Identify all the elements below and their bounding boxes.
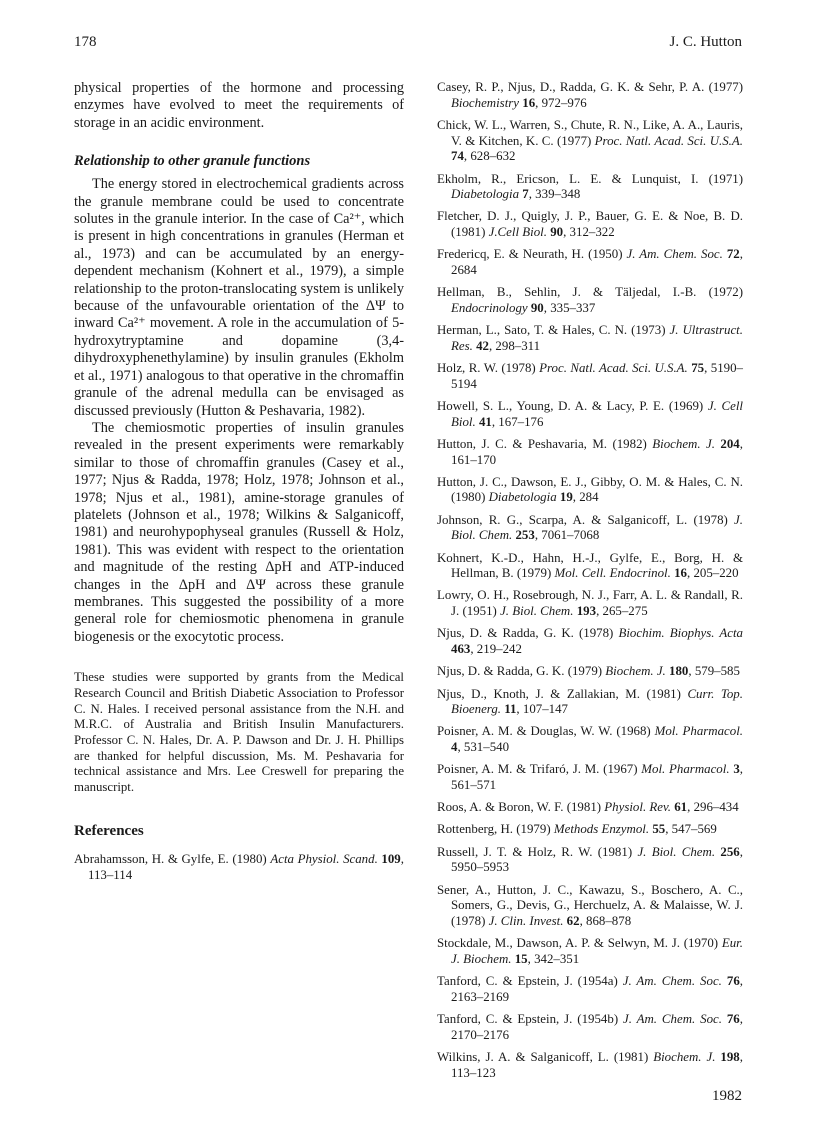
reference-authors: Herman, L., Sato, T. & Hales, C. N. (1973)	[437, 323, 666, 338]
reference-list-right	[437, 80, 743, 1081]
reference-journal: J. Am. Chem. Soc.	[622, 974, 722, 989]
reference-volume: 41	[478, 414, 492, 429]
reference-volume: 75	[691, 361, 705, 376]
reference-pages: 312–322	[569, 225, 615, 240]
reference-entry: Lowry, O. H., Rosebrough, N. J., Farr, A. L. & Randall, R. J. (1951) J. Biol. Chem. 193, 265–275	[437, 588, 743, 619]
reference-pages: 205–220	[693, 566, 739, 581]
reference-entry: Tanford, C. & Epstein, J. (1954a) J. Am. Chem. Soc. 76, 2163–2169	[437, 974, 744, 1004]
body-paragraph-1: The energy stored in electrochemical gradients across the granule membrane could be used to concentrate solutes in the granule interior. In the case of Ca²⁺, which is present in high concentrations in granules (Herman et al., 1973) and can be accumulated by an energy-dependent mechanism (Kohnert et al., 1979), a simple relationship to the proton-translocating system is unlikely because of the unfavourable orientation of the ΔΨ to inward Ca²⁺ movement. A role in the accumulation of 5-hydroxytryptamine and dopamine (3,4-dihydroxyphenethylamine) by insulin granules (Ekholm et al., 1971) analogous to that operative in the chromaffin granule of the adrenal medulla can be envisaged as discussed previously (Hutton & Peshavaria, 1982).	[74, 176, 404, 419]
reference-journal: Eur. J. Biochem.	[451, 936, 743, 966]
reference-pages: 265–275	[602, 604, 648, 619]
reference-journal: Physiol. Rev.	[604, 800, 671, 815]
reference-authors: Tanford, C. & Epstein, J. (1954b)	[437, 1011, 619, 1026]
reference-authors: Stockdale, M., Dawson, A. P. & Selwyn, M. J. (1970)	[437, 936, 719, 951]
reference-entry: Njus, D., Knoth, J. & Zallakian, M. (1981) Curr. Top. Bioenerg. 11, 107–147	[437, 686, 743, 717]
reference-volume: 256	[720, 844, 740, 859]
reference-authors: Sener, A., Hutton, J. C., Kawazu, S., Boschero, A. C., Somers, G., Devis, G., Herchuelz, A. & Malaisse, W. J. (1978)	[437, 882, 743, 928]
reference-authors: Johnson, R. G., Scarpa, A. & Salganicoff, L. (1978)	[437, 512, 728, 527]
reference-entry: Russell, J. T. & Holz, R. W. (1981) J. Biol. Chem. 256, 5950–5953	[437, 844, 743, 875]
reference-authors: Lowry, O. H., Rosebrough, N. J., Farr, A. L. & Randall, R. J. (1951)	[437, 588, 743, 619]
reference-journal: Acta Physiol. Scand.	[270, 851, 378, 866]
reference-volume: 4	[451, 740, 458, 755]
reference-authors: Kohnert, K.-D., Hahn, H.-J., Gylfe, E., Borg, H. & Hellman, B. (1979)	[437, 550, 743, 581]
reference-entry: Casey, R. P., Njus, D., Radda, G. K. & Sehr, P. A. (1977) Biochemistry 16, 972–976	[437, 80, 743, 110]
reference-journal: Diabetologia	[488, 490, 557, 505]
reference-authors: Abrahamsson, H. & Gylfe, E. (1980)	[74, 851, 267, 866]
reference-authors: Njus, D., Knoth, J. & Zallakian, M. (1981)	[437, 686, 681, 701]
reference-pages: 339–348	[535, 187, 581, 202]
reference-entry: Herman, L., Sato, T. & Hales, C. N. (1973) J. Ultrastruct. Res. 42, 298–311	[437, 323, 743, 353]
reference-entry: Sener, A., Hutton, J. C., Kawazu, S., Boschero, A. C., Somers, G., Devis, G., Herchuelz, A. & Malaisse, W. J. (1978) J. Clin. Invest. 62, 868–878	[437, 882, 743, 928]
running-head: J. C. Hutton	[669, 34, 742, 50]
reference-pages: 5190–5194	[451, 361, 743, 391]
section-heading: Relationship to other granule functions	[74, 153, 311, 170]
reference-journal: Mol. Pharmacol.	[641, 762, 730, 777]
reference-entry: Ekholm, R., Ericson, L. E. & Lunquist, I. (1971) Diabetologia 7, 339–348	[437, 171, 743, 202]
reference-entry: Rottenberg, H. (1979) Methods Enzymol. 55, 547–569	[437, 822, 717, 837]
reference-authors: Poisner, A. M. & Trifaró, J. M. (1967)	[437, 762, 638, 777]
reference-entry: Hellman, B., Sehlin, J. & Täljedal, I.-B. (1972) Endocrinology 90, 335–337	[437, 285, 743, 315]
reference-journal: Biochem. J.	[652, 436, 715, 451]
reference-pages: 547–569	[671, 822, 717, 837]
reference-journal: Biochem. J.	[653, 1049, 716, 1064]
reference-entry: Abrahamsson, H. & Gylfe, E. (1980) Acta Physiol. Scand. 109, 113–114	[74, 851, 404, 882]
reference-entry: Roos, A. & Boron, W. F. (1981) Physiol. Rev. 61, 296–434	[437, 800, 739, 815]
reference-volume: 55	[652, 822, 666, 837]
reference-volume: 463	[451, 642, 471, 657]
reference-entry: Howell, S. L., Young, D. A. & Lacy, P. E. (1969) J. Cell Biol. 41, 167–176	[437, 398, 743, 429]
reference-entry: Poisner, A. M. & Trifaró, J. M. (1967) Mol. Pharmacol. 3, 561–571	[437, 762, 743, 793]
reference-journal: J. Biol. Chem.	[500, 604, 574, 619]
reference-volume: 204	[720, 436, 740, 451]
reference-pages: 284	[579, 490, 599, 505]
reference-entry: Kohnert, K.-D., Hahn, H.-J., Gylfe, E., Borg, H. & Hellman, B. (1979) Mol. Cell. Endocrinol. 16, 205–220	[437, 550, 743, 581]
reference-journal: Biochim. Biophys. Acta	[618, 626, 743, 641]
reference-entry: Johnson, R. G., Scarpa, A. & Salganicoff, L. (1978) J. Biol. Chem. 253, 7061–7068	[437, 512, 743, 543]
reference-journal: Proc. Natl. Acad. Sci. U.S.A.	[539, 361, 688, 376]
reference-authors: Hellman, B., Sehlin, J. & Täljedal, I.-B. (1972)	[437, 285, 743, 300]
reference-journal: Biochemistry	[451, 95, 520, 110]
reference-volume: 7	[522, 187, 529, 202]
reference-volume: 16	[674, 566, 687, 581]
reference-authors: Tanford, C. & Epstein, J. (1954a)	[437, 974, 618, 989]
reference-entry: Tanford, C. & Epstein, J. (1954b) J. Am. Chem. Soc. 76, 2170–2176	[437, 1011, 743, 1042]
reference-volume: 76	[726, 1011, 740, 1026]
reference-volume: 90	[530, 300, 544, 315]
reference-volume: 42	[476, 338, 489, 353]
reference-volume: 11	[504, 702, 517, 717]
reference-pages: 298–311	[495, 338, 541, 353]
reference-entry: Stockdale, M., Dawson, A. P. & Selwyn, M. J. (1970) Eur. J. Biochem. 15, 342–351	[437, 936, 743, 966]
page-header	[74, 34, 742, 58]
reference-entry: Njus, D. & Radda, G. K. (1978) Biochim. Biophys. Acta 463, 219–242	[437, 626, 743, 657]
reference-journal: J.Cell Biol.	[488, 225, 547, 240]
reference-pages: 113–123	[451, 1065, 496, 1080]
reference-journal: J. Cell Biol.	[451, 398, 743, 429]
reference-journal: Mol. Cell. Endocrinol.	[554, 566, 671, 581]
reference-pages: 2163–2169	[451, 989, 510, 1004]
reference-journal: J. Biol. Chem.	[637, 844, 716, 859]
reference-entry: Njus, D. & Radda, G. K. (1979) Biochem. J. 180, 579–585	[437, 664, 740, 679]
reference-authors: Njus, D. & Radda, G. K. (1978)	[437, 626, 614, 641]
reference-journal: J. Clin. Invest.	[488, 913, 564, 928]
reference-volume: 62	[566, 913, 580, 928]
reference-pages: 296–434	[693, 800, 739, 815]
reference-pages: 2170–2176	[451, 1027, 510, 1042]
reference-authors: Poisner, A. M. & Douglas, W. W. (1968)	[437, 724, 651, 739]
reference-pages: 972–976	[541, 95, 587, 110]
reference-authors: Hutton, J. C. & Peshavaria, M. (1982)	[437, 436, 647, 451]
reference-volume: 109	[381, 851, 401, 866]
reference-authors: Holz, R. W. (1978)	[437, 361, 536, 376]
reference-authors: Njus, D. & Radda, G. K. (1979)	[437, 664, 603, 679]
reference-journal: Methods Enzymol.	[553, 822, 650, 837]
reference-volume: 198	[720, 1049, 740, 1064]
reference-authors: Hutton, J. C., Dawson, E. J., Gibby, O. M. & Hales, C. N. (1980)	[437, 474, 743, 505]
reference-volume: 76	[726, 974, 740, 989]
reference-volume: 72	[726, 247, 740, 262]
reference-pages: 107–147	[522, 702, 568, 717]
reference-pages: 561–571	[451, 778, 497, 793]
reference-volume: 193	[576, 604, 597, 619]
reference-journal: Diabetologia	[451, 187, 520, 202]
reference-pages: 579–585	[694, 664, 740, 679]
reference-journal: Mol. Pharmacol.	[654, 724, 744, 739]
reference-volume: 19	[559, 490, 573, 505]
reference-volume: 180	[669, 664, 689, 679]
acknowledgements: These studies were supported by grants from the Medical Research Council and British Diabetic Association to Professor C. N. Hales. I received personal assistance from the N.H. and M.R.C. of Australia and British Insulin Manufacturers. Professor C. N. Hales, Dr. A. P. Dawson and Dr. J. H. Phillips are thanked for helpful discussion, Ms. M. Peshavaria for technical assistance and Mrs. Lee Creswell for preparing the manuscript.	[74, 670, 404, 795]
reference-journal: J. Ultrastruct. Res.	[451, 323, 743, 353]
body-paragraph-2: The chemiosmotic properties of insulin granules revealed in the present experiments were remarkably similar to those of chromaffin granules (Casey et al., 1977; Njus & Radda, 1978; Holz, 1978; Johnson et al., 1978; Njus et al., 1981), amine-storage granules of platelets (Johnson et al., 1978; Wilkins & Salganicoff, 1981) and neurohypophyseal granules (Russell & Holz, 1981). This was evident with respect to the orientation and magnitude of the resting ΔpH and ATP-induced changes in the ΔpH and ΔΨ across these granule membranes. This suggested the possibility of a more general role for chemiosmotic phenomena in granule biogenesis or the exocytotic process.	[74, 419, 404, 645]
reference-pages: 628–632	[470, 149, 516, 164]
reference-volume: 61	[674, 800, 688, 815]
reference-journal: Biochem. J.	[605, 664, 666, 679]
right-column	[437, 80, 743, 1088]
reference-journal: J. Am. Chem. Soc.	[626, 247, 723, 262]
reference-entry: Hutton, J. C. & Peshavaria, M. (1982) Biochem. J. 204, 161–170	[437, 436, 743, 467]
reference-volume: 90	[550, 225, 564, 240]
reference-pages: 219–242	[476, 642, 522, 657]
references-heading: References	[74, 822, 144, 839]
page-number: 178	[74, 34, 97, 50]
reference-pages: 531–540	[463, 740, 510, 755]
reference-authors: Fredericq, E. & Neurath, H. (1950)	[437, 247, 623, 262]
reference-authors: Roos, A. & Boron, W. F. (1981)	[437, 800, 602, 815]
reference-list-left	[74, 852, 404, 883]
reference-authors: Wilkins, J. A. & Salganicoff, L. (1981)	[437, 1049, 649, 1064]
reference-entry: Wilkins, J. A. & Salganicoff, L. (1981) Biochem. J. 198, 113–123	[437, 1049, 743, 1080]
reference-entry: Fredericq, E. & Neurath, H. (1950) J. Am. Chem. Soc. 72, 2684	[437, 247, 743, 278]
intro-paragraph: physical properties of the hormone and processing enzymes have evolved to meet the requirements of storage in an acidic environment.	[74, 80, 404, 131]
reference-pages: 868–878	[586, 913, 632, 928]
reference-authors: Howell, S. L., Young, D. A. & Lacy, P. E. (1969)	[437, 398, 704, 413]
reference-journal: Curr. Top. Bioenerg.	[451, 686, 743, 717]
reference-authors: Chick, W. L., Warren, S., Chute, R. N., Like, A. A., Lauris, V. & Kitchen, K. C. (1977)	[437, 117, 743, 148]
reference-pages: 7061–7068	[541, 528, 600, 543]
reference-entry: Chick, W. L., Warren, S., Chute, R. N., Like, A. A., Lauris, V. & Kitchen, K. C. (1977) Proc. Natl. Acad. Sci. U.S.A. 74, 628–632	[437, 117, 743, 164]
reference-pages: 335–337	[550, 300, 596, 315]
reference-journal: Proc. Natl. Acad. Sci. U.S.A.	[594, 133, 743, 148]
left-column	[74, 80, 404, 890]
reference-pages: 5950–5953	[451, 860, 510, 875]
reference-pages: 167–176	[498, 414, 544, 429]
reference-journal: Endocrinology	[451, 300, 528, 315]
reference-entry: Holz, R. W. (1978) Proc. Natl. Acad. Sci. U.S.A. 75, 5190–5194	[437, 361, 743, 391]
reference-volume: 3	[733, 762, 740, 777]
reference-pages: 161–170	[451, 452, 497, 467]
reference-journal: J. Biol. Chem.	[451, 512, 743, 543]
footer-year: 1982	[712, 1088, 742, 1104]
reference-pages: 113–114	[88, 867, 133, 882]
reference-entry: Poisner, A. M. & Douglas, W. W. (1968) Mol. Pharmacol. 4, 531–540	[437, 724, 744, 755]
reference-volume: 253	[515, 528, 535, 543]
reference-pages: 342–351	[534, 951, 580, 966]
reference-authors: Casey, R. P., Njus, D., Radda, G. K. & Sehr, P. A. (1977)	[437, 80, 743, 94]
reference-journal: J. Am. Chem. Soc.	[623, 1011, 722, 1026]
reference-authors: Rottenberg, H. (1979)	[437, 822, 551, 837]
reference-volume: 74	[451, 149, 464, 164]
reference-volume: 15	[514, 951, 528, 966]
reference-entry: Hutton, J. C., Dawson, E. J., Gibby, O. M. & Hales, C. N. (1980) Diabetologia 19, 284	[437, 474, 743, 505]
reference-entry: Fletcher, D. J., Quigly, J. P., Bauer, G. E. & Noe, B. D. (1981) J.Cell Biol. 90, 312–322	[437, 209, 743, 240]
reference-authors: Ekholm, R., Ericson, L. E. & Lunquist, I. (1971)	[437, 171, 743, 186]
reference-pages: 2684	[451, 263, 477, 278]
reference-volume: 16	[522, 95, 536, 110]
reference-authors: Russell, J. T. & Holz, R. W. (1981)	[437, 844, 633, 859]
reference-authors: Fletcher, D. J., Quigly, J. P., Bauer, G. E. & Noe, B. D. (1981)	[437, 209, 743, 240]
